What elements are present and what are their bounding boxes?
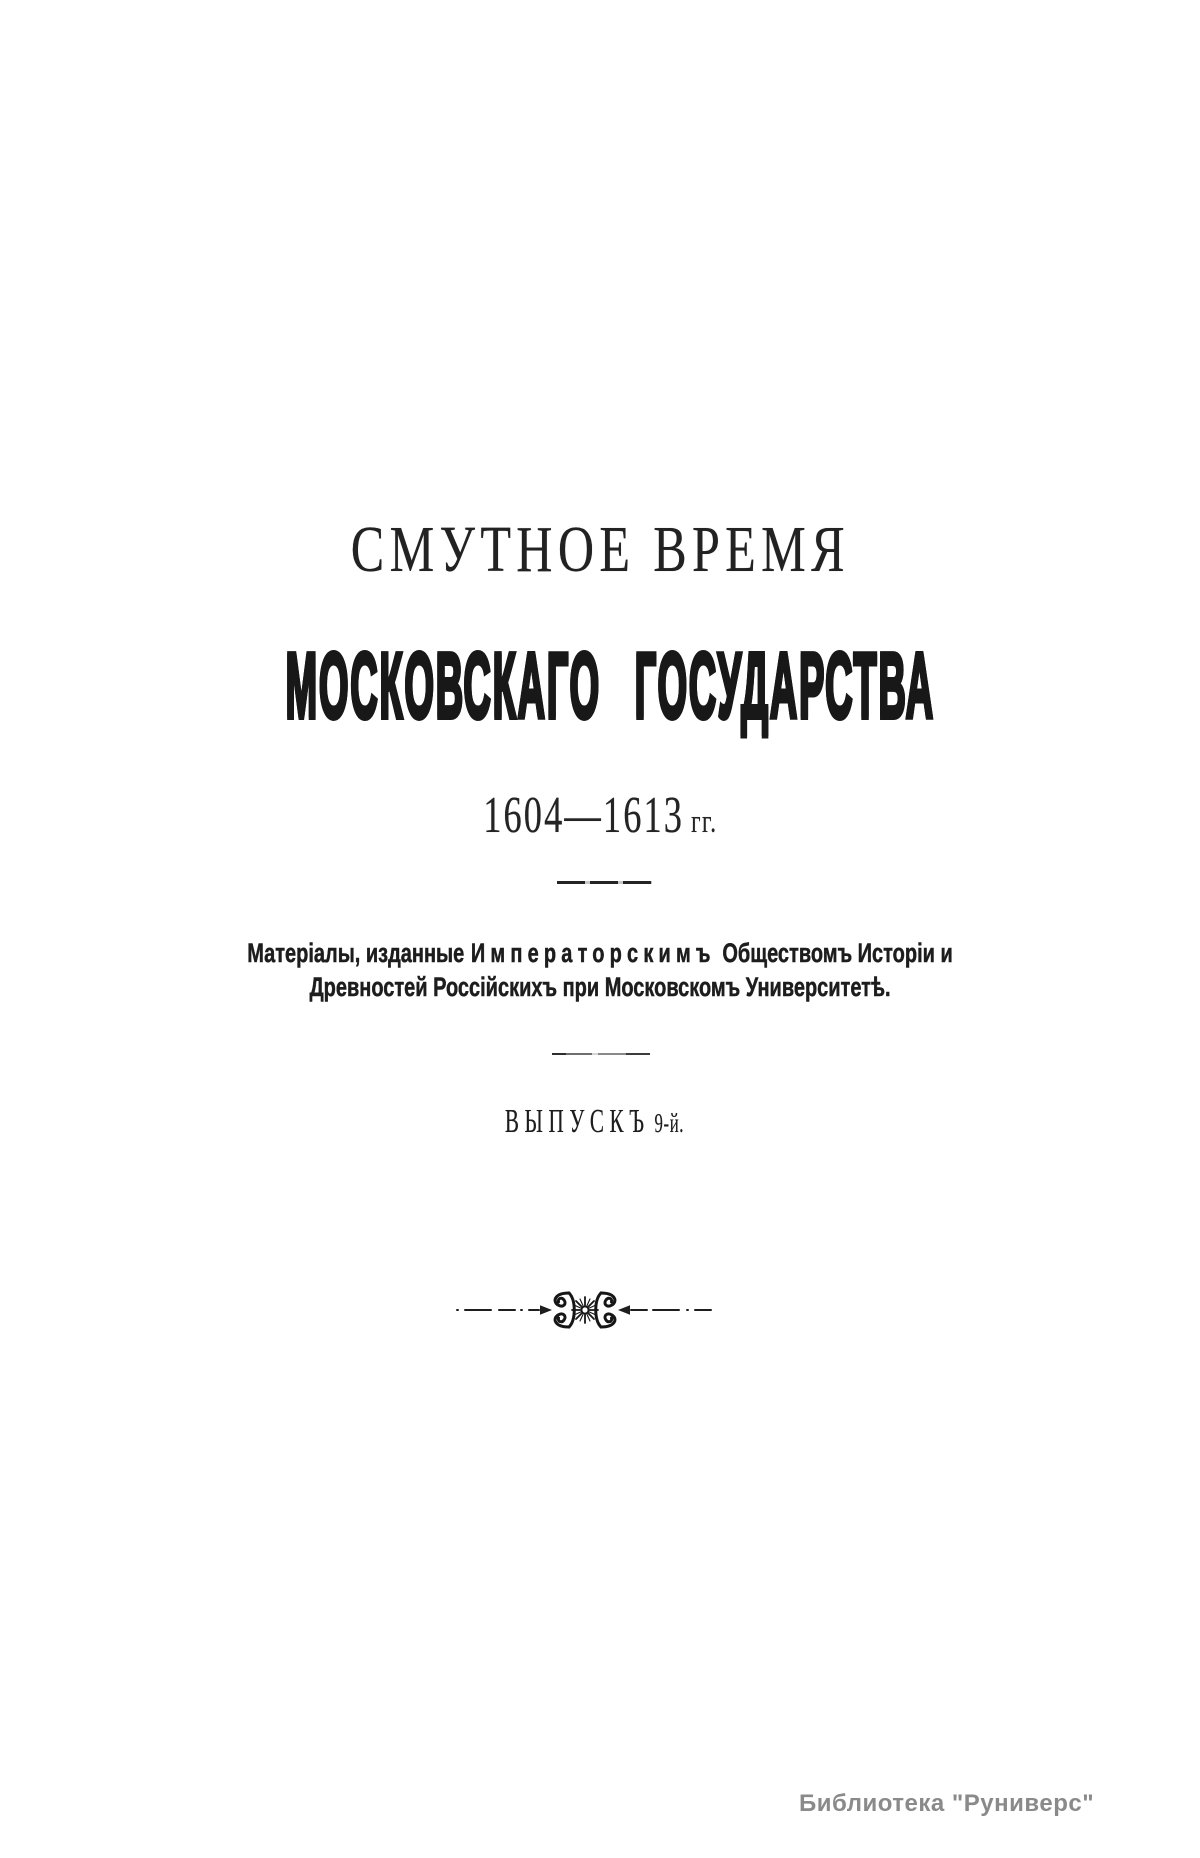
date-row — [0, 786, 1200, 845]
runivers-watermark: Библиотека "Руниверс" — [799, 1790, 1095, 1817]
divider-rule-top — [557, 881, 652, 884]
main-title: МОСКОВСКАГО ГОСУДАРСТВА — [285, 634, 935, 738]
series-title: СМУТНОЕ ВРЕМЯ — [350, 513, 850, 586]
issue-label: ВЫПУСКЪ — [505, 1103, 651, 1140]
imprint-line-2: Древностей Россійскихъ при Московскомъ Университетѣ. — [309, 972, 891, 1002]
issue-line — [505, 1103, 684, 1141]
issue-row — [0, 1103, 1200, 1141]
series-title-row — [0, 512, 1200, 588]
imprint-line-1 — [156, 936, 1044, 970]
issue-number: 9-й. — [655, 1108, 685, 1138]
imprint-line-1-post: Обществомъ Исторіи и — [722, 938, 953, 968]
imprint — [0, 936, 1200, 1004]
fleuron-ornament-icon — [455, 1288, 715, 1332]
date-range-years: 1604—1613 — [482, 787, 684, 844]
imprint-line-1-spaced-word: Императорскимъ — [470, 938, 716, 968]
imprint-line-1-pre: Матеріалы, изданные — [247, 938, 465, 968]
date-range-suffix: гг. — [690, 804, 718, 840]
main-title-row — [0, 633, 1200, 738]
divider-rule-middle — [552, 1053, 650, 1055]
date-range — [483, 786, 717, 845]
